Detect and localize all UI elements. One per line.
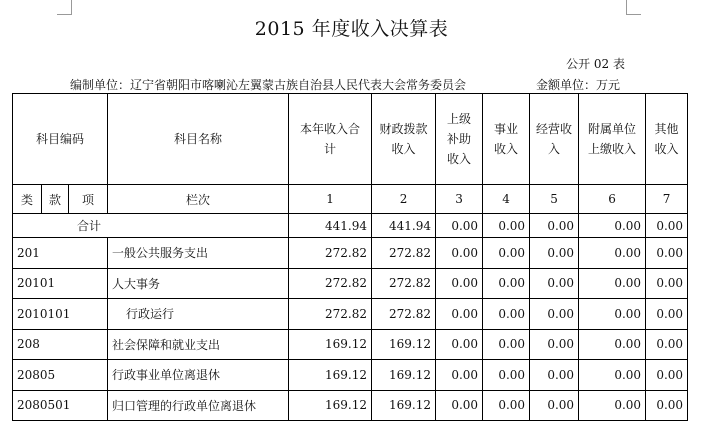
sub-lanci: 栏次 [108,185,289,214]
sub-n4: 4 [483,185,530,214]
income-table [12,93,688,421]
sub-n6: 6 [579,185,646,214]
row-value: 0.00 [530,299,579,330]
row-value: 0.00 [436,268,483,299]
table-row [13,238,688,269]
total-value: 0.00 [646,214,688,238]
header-business-income: 事业收入 [483,94,530,185]
sub-xiang: 项 [69,185,108,214]
row-value: 169.12 [289,390,372,421]
table-row [13,360,688,391]
row-value: 0.00 [530,238,579,269]
header-name: 科目名称 [108,94,289,185]
row-value: 0.00 [646,299,688,330]
row-value: 0.00 [483,238,530,269]
row-code: 201 [13,238,108,269]
row-value: 0.00 [530,360,579,391]
row-value: 169.12 [289,329,372,360]
header-code: 科目编码 [13,94,108,185]
page-corner-mark-right [626,0,641,15]
row-value: 0.00 [436,360,483,391]
row-name: 人大事务 [108,268,289,299]
total-value: 441.94 [289,214,372,238]
column-number-row [13,185,688,214]
row-value: 272.82 [372,268,436,299]
row-value: 272.82 [289,238,372,269]
header-other-income: 其他收入 [646,94,688,185]
row-value: 0.00 [530,390,579,421]
header-affiliate-income: 附属单位上缴收入 [579,94,646,185]
row-value: 0.00 [646,390,688,421]
row-value: 0.00 [530,268,579,299]
row-value: 0.00 [483,329,530,360]
total-value: 0.00 [579,214,646,238]
row-value: 0.00 [483,360,530,391]
row-value: 0.00 [436,299,483,330]
table-row [13,390,688,421]
header-fiscal-appropriation: 财政拨款收入 [372,94,436,185]
row-value: 169.12 [372,390,436,421]
total-value: 441.94 [372,214,436,238]
row-code: 2080501 [13,390,108,421]
row-value: 0.00 [530,329,579,360]
row-code: 20805 [13,360,108,391]
row-value: 0.00 [579,268,646,299]
row-value: 0.00 [579,390,646,421]
header-total-income: 本年收入合计 [289,94,372,185]
unit-line [70,76,630,93]
row-value: 0.00 [483,268,530,299]
row-value: 272.82 [289,299,372,330]
sub-lei: 类 [13,185,42,214]
table-row [13,329,688,360]
amount-unit: 金额单位：万元 [536,78,621,92]
row-value: 169.12 [372,329,436,360]
header-operating-income: 经营收入 [530,94,579,185]
row-code: 20101 [13,268,108,299]
row-value: 0.00 [579,238,646,269]
page-corner-mark-left [57,0,72,15]
row-value: 169.12 [372,360,436,391]
sub-n1: 1 [289,185,372,214]
row-name: 行政事业单位离退休 [108,360,289,391]
total-value: 0.00 [436,214,483,238]
row-name: 社会保障和就业支出 [108,329,289,360]
total-value: 0.00 [483,214,530,238]
sub-n7: 7 [646,185,688,214]
row-value: 272.82 [372,299,436,330]
header-superior-subsidy: 上级补助收入 [436,94,483,185]
table-row [13,268,688,299]
row-value: 0.00 [646,268,688,299]
row-value: 0.00 [436,390,483,421]
row-value: 0.00 [579,329,646,360]
form-number: 公开 02 表 [566,57,625,71]
row-code: 208 [13,329,108,360]
sub-n3: 3 [436,185,483,214]
sub-kuan: 款 [42,185,69,214]
row-value: 272.82 [372,238,436,269]
sub-n2: 2 [372,185,436,214]
row-value: 169.12 [289,360,372,391]
document-title: 2015 年度收入决算表 [254,18,449,40]
row-value: 0.00 [436,238,483,269]
preparing-unit: 编制单位：辽宁省朝阳市喀喇沁左翼蒙古族自治县人民代表大会常务委员会 [70,78,467,92]
row-name: 一般公共服务支出 [108,238,289,269]
total-row [13,214,688,238]
row-name: 行政运行 [108,299,289,330]
row-value: 0.00 [483,390,530,421]
row-value: 0.00 [646,238,688,269]
row-value: 0.00 [436,329,483,360]
total-value: 0.00 [530,214,579,238]
row-name: 归口管理的行政单位离退休 [108,390,289,421]
sub-n5: 5 [530,185,579,214]
row-value: 0.00 [646,329,688,360]
header-row [13,94,688,185]
row-value: 0.00 [646,360,688,391]
table-row [13,299,688,330]
row-value: 0.00 [579,360,646,391]
row-value: 0.00 [579,299,646,330]
row-code: 2010101 [13,299,108,330]
row-value: 272.82 [289,268,372,299]
total-label: 合计 [13,214,289,238]
row-value: 0.00 [483,299,530,330]
